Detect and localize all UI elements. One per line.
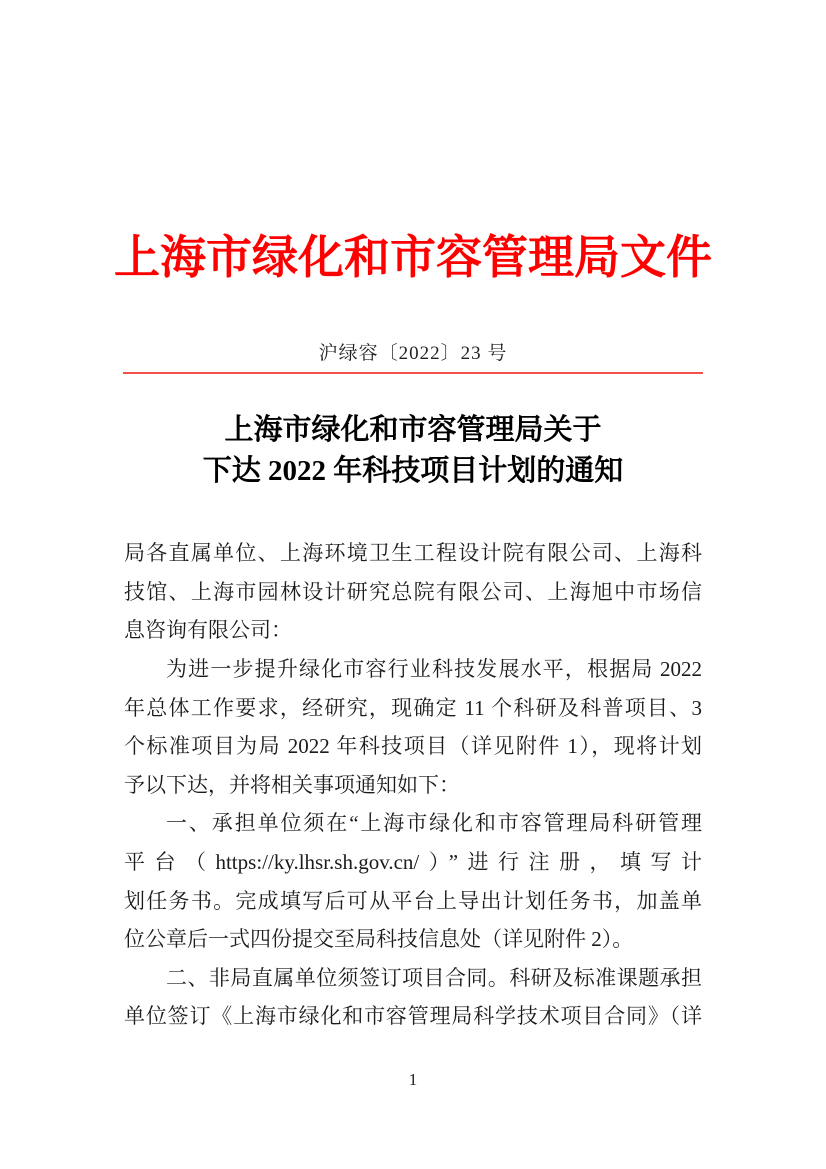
body-line: 个标准项目为局 2022 年科技项目（详见附件 1），现将计划 xyxy=(124,734,702,759)
body-line: 一、承担单位须在“上海市绿化和市容管理局科研管理 xyxy=(166,811,702,836)
document-body xyxy=(124,534,702,1036)
body-line: 技馆、上海市园林设计研究总院有限公司、上海旭中市场信 xyxy=(124,579,702,604)
document-title-line1: 上海市绿化和市容管理局关于 xyxy=(224,414,602,447)
paragraph-item-1 xyxy=(124,804,702,958)
paragraph-item-2 xyxy=(124,959,702,1036)
body-line: 息咨询有限公司： xyxy=(124,618,292,643)
page-number: 1 xyxy=(408,1070,418,1090)
paragraph-recipients xyxy=(124,534,702,650)
body-line: 年总体工作要求，经研究，现确定 11 个科研及科普项目、3 xyxy=(124,695,702,720)
paragraph-intro xyxy=(124,650,702,804)
document-number: 沪绿容〔2022〕23 号 xyxy=(318,343,508,365)
document-title-line2: 下达 2022 年科技项目计划的通知 xyxy=(202,455,624,488)
red-divider-rule xyxy=(123,372,703,374)
body-line: 局各直属单位、上海环境卫生工程设计院有限公司、上海科 xyxy=(124,541,702,566)
body-line: 位公章后一式四份提交至局科技信息处（详见附件 2）。 xyxy=(124,927,634,952)
body-line: 划任务书。完成填写后可从平台上导出计划任务书，加盖单 xyxy=(124,888,702,913)
document-title xyxy=(0,410,826,492)
agency-header-title: 上海市绿化和市容管理局文件 xyxy=(114,232,712,283)
body-line: 为进一步提升绿化市容行业科技发展水平，根据局 2022 xyxy=(166,657,702,682)
body-line: 单位签订《上海市绿化和市容管理局科学技术项目合同》（详 xyxy=(124,1004,702,1029)
body-line: 二、非局直属单位须签订项目合同。科研及标准课题承担 xyxy=(166,965,702,990)
body-line: 平台（https://ky.lhsr.sh.gov.cn/）”进行注册，填写计 xyxy=(124,850,702,875)
body-line: 予以下达，并将相关事项通知如下： xyxy=(124,772,460,797)
